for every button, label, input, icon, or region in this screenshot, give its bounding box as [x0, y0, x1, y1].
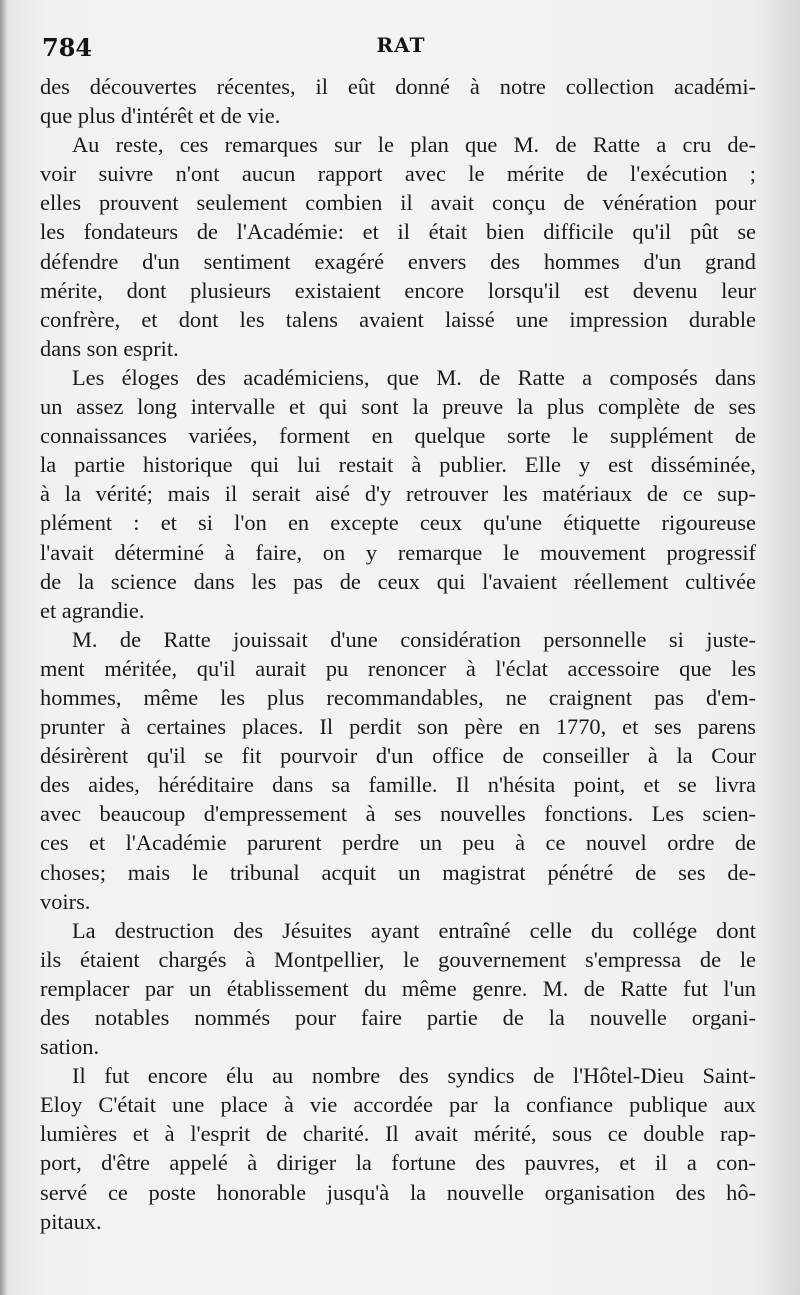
paragraph [40, 1061, 756, 1236]
text-line: lumières et à l'esprit de charité. Il avait mérité, sous ce double rap- [40, 1121, 756, 1147]
text-line: plément : et si l'on en excepte ceux qu'une étiquette rigoureuse [40, 510, 756, 536]
text-line: la partie historique qui lui restait à publier. Elle y est disséminée, [40, 452, 756, 478]
text-line: les fondateurs de l'Académie: et il était bien difficile qu'il pût se [40, 219, 756, 245]
text-line: elles prouvent seulement combien il avait conçu de vénération pour [40, 190, 756, 216]
text-line: des découvertes récentes, il eût donné à notre collection académi- [40, 74, 756, 99]
text-line: mérite, dont plusieurs existaient encore lorsqu'il est devenu leur [40, 277, 756, 303]
text-line: dans son esprit. [40, 335, 179, 361]
paragraph [40, 625, 756, 916]
text-line: ces et l'Académie parurent perdre un peu à ce nouvel ordre de [40, 830, 756, 856]
text-line: que plus d'intérêt et de vie. [40, 103, 281, 129]
text-line: désirèrent qu'il se fit pourvoir d'un office de conseiller à la Cour [40, 743, 756, 769]
text-line: servé ce poste honorable jusqu'à la nouvelle organisation des hô- [40, 1179, 756, 1205]
running-head: RAT [376, 33, 426, 57]
text-line: et agrandie. [40, 597, 145, 623]
text-line: défendre d'un sentiment exagéré envers des hommes d'un grand [40, 248, 756, 274]
text-line: Eloy C'était une place à vie accordée par la confiance publique aux [40, 1092, 756, 1118]
page-header [42, 33, 760, 67]
text-line: des notables nommés pour faire partie de la nouvelle organi- [40, 1005, 756, 1030]
text-line: port, d'être appelé à diriger la fortune des pauvres, et il a con- [40, 1150, 756, 1176]
text-line: confrère, et dont les talens avaient laissé une impression durable [40, 306, 756, 332]
page-number: 784 [42, 33, 93, 62]
text-line: La destruction des Jésuites ayant entraîné celle du collége dont [72, 917, 756, 943]
text-line: ment méritée, qu'il aurait pu renoncer à l'éclat accessoire que les [40, 655, 756, 681]
text-line: choses; mais le tribunal acquit un magistrat pénétré de ses de- [40, 859, 756, 885]
text-line: voir suivre n'ont aucun rapport avec le mérite de l'exécution ; [40, 161, 756, 187]
text-line: sation. [40, 1034, 100, 1060]
body-text [40, 72, 756, 1236]
text-line: de la science dans les pas de ceux qui l'avaient réellement cultivée [40, 568, 756, 594]
paragraph [40, 72, 756, 130]
text-line: des aides, héréditaire dans sa famille. Il n'hésita point, et se livra [40, 772, 756, 798]
paragraph [40, 130, 756, 363]
text-line: remplacer par un établissement du même genre. M. de Ratte fut l'un [40, 975, 756, 1001]
text-line: hommes, même les plus recommandables, ne craignent pas d'em- [40, 684, 756, 710]
page-edge-shadow [0, 0, 8, 1295]
text-line: Au reste, ces remarques sur le plan que M. de Ratte a cru de- [72, 132, 756, 158]
text-line: M. de Ratte jouissait d'une considération personnelle si juste- [72, 626, 756, 652]
text-line: à la vérité; mais il serait aisé d'y retrouver les matériaux de ce sup- [40, 481, 756, 507]
paragraph [40, 916, 756, 1061]
text-line: l'avait déterminé à faire, on y remarque le mouvement progressif [40, 539, 756, 565]
text-line: connaissances variées, forment en quelque sorte le supplément de [40, 423, 756, 449]
text-line: ils étaient chargés à Montpellier, le gouvernement s'empressa de le [40, 946, 756, 972]
text-line: avec beaucoup d'empressement à ses nouvelles fonctions. Les scien- [40, 801, 756, 827]
text-line: Les éloges des académiciens, que M. de Ratte a composés dans [72, 364, 756, 390]
text-line: voirs. [40, 888, 91, 914]
text-line: un assez long intervalle et qui sont la preuve la plus complète de ses [40, 394, 756, 420]
text-line: pitaux. [40, 1208, 102, 1234]
text-line: prunter à certaines places. Il perdit son père en 1770, et ses parens [40, 714, 756, 740]
paragraph [40, 363, 756, 625]
text-line: Il fut encore élu au nombre des syndics de l'Hôtel-Dieu Saint- [72, 1063, 756, 1089]
